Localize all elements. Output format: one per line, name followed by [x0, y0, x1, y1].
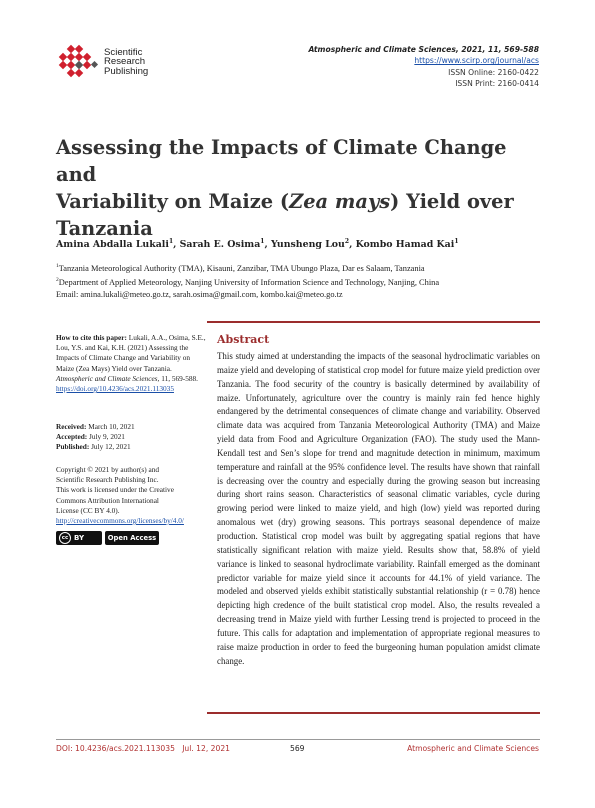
license-line: This work is licensed under the Creative — [56, 485, 174, 495]
published-row — [56, 442, 206, 452]
author-name: Sarah E. Osima — [179, 239, 261, 251]
author-name: Amina Abdalla Lukali — [56, 239, 169, 251]
accepted-row — [56, 432, 206, 442]
cite-text: Lukali, A.A., Osima, S.E., Lou, Y.S. and Kai, K.H. (2021) Assessing the Impacts of Climate Change and Variability on Maize (Zea Mays) Yield over Tanzania. — [56, 333, 206, 373]
cite-volume: 11, 569-588. — [161, 373, 199, 383]
affiliation-1 — [56, 263, 425, 273]
accepted-label: Accepted: — [56, 432, 88, 442]
title-line: Assessing the Impacts of Climate Change and — [56, 136, 507, 186]
received-date: March 10, 2021 — [88, 422, 135, 431]
license-block — [56, 465, 206, 526]
abstract-heading: Abstract — [217, 333, 270, 346]
license-line: License (CC BY 4.0). — [56, 505, 120, 515]
issn-print: ISSN Print: 2160-0414 — [455, 79, 539, 89]
cc-by-badge[interactable] — [56, 531, 102, 545]
affiliation-sup: 1 — [56, 263, 59, 269]
license-link[interactable]: http://creativecommons.org/licenses/by/4.0/ — [56, 516, 184, 526]
author-name: Kombo Hamad Kai — [355, 239, 455, 251]
affiliation-2 — [56, 277, 439, 287]
author-list: Amina Abdalla Lukali$^1$, Sarah E. Osima$^1$, Yunsheng Lou$^2$, Kombo Hamad Kai$^1$ — [56, 238, 459, 251]
copyright-line: Copyright © 2021 by author(s) and — [56, 465, 160, 474]
footer-doi-text: DOI: 10.4236/acs.2021.113035 — [56, 744, 175, 753]
footer-doi — [56, 744, 230, 753]
paper-title — [56, 134, 546, 242]
author-sup: 2 — [344, 238, 350, 245]
doi-link[interactable]: https://doi.org/10.4236/acs.2021.113035 — [56, 384, 174, 394]
author-name: Yunsheng Lou — [271, 239, 345, 251]
logo-line: Publishing — [104, 65, 149, 77]
copyright-line: Scientific Research Publishing Inc. — [56, 475, 159, 485]
issn-online: ISSN Online: 2160-0422 — [448, 67, 539, 77]
publisher-logo-icon — [54, 44, 100, 82]
abstract-body: This study aimed at understanding the impacts of the seasonal hydroclimatic variables on maize yield and developing of statistical crop model for future maize yield prediction over Tanzania. The food security of the country is basically determined by availability of maize. Unfortunately, agriculture over the country is mainly rain fed hence highly endangered by the detrimental consequences of climate change and variability. Observed climate data was acquired from Tanzania Meteorological Authority (TMA) and Maize yield data from Food and Agriculture Organization (FAO). The study used the Mann-Kendall test and Sen’s slope for trend and magnitude detection in minimum, maximum temperature and rainfall at the 95% confidence level. The results have shown that rainfall is decreasing over the country and especially during the growing season but increasing during short rains season. Characteristics of seasonal climatic variables, cycle during growing period were linked to maize yield, and high (low) yield was reported during anomalous wet (dry) growing seasons. This portrays seasonal dependence of maize production. Statistical crop model was built by aggregating spatial regions that have statistically significant relation with maize yield. Results show that, 58.8% of yield variance is linked to seasonal hydroclimate variability. Rainfall emerged as the dominant predictor variable for maize yield since it accounts for 44.1% of yield variance. The modeled and observed yields exhibit statistically substantial relationship (r = 0.78) hence depicting high credence of the built statistical crop model. Also, the results revealed a decreasing trend in Maize yield with further Lessing trend is projected to proceed in the future. This calls for adaptation and implementation of appropriate regional measures to raise maize production in order to feed the burgeoning human population amidst climate change. — [217, 351, 540, 666]
title-text: Variability on Maize ( — [56, 190, 290, 213]
footer-journal: Atmospheric and Climate Sciences — [407, 744, 539, 753]
affiliation-text: Department of Applied Meteorology, Nanjing University of Information Science and Technology, Nanjing, China — [58, 277, 440, 287]
creative-commons-icon: cc — [59, 532, 71, 544]
accepted-date: July 9, 2021 — [89, 432, 125, 442]
citation-block — [56, 333, 206, 394]
dates-block — [56, 422, 206, 453]
open-access-badge[interactable]: Open Access — [105, 531, 159, 545]
title-line — [56, 188, 546, 215]
cc-badge-label: BY — [74, 534, 85, 542]
published-label: Published: — [56, 442, 90, 452]
bottom-divider — [207, 712, 540, 714]
title-line: Tanzania — [56, 217, 153, 240]
affiliation-text: Tanzania Meteorological Authority (TMA), Kisauni, Zanzibar, TMA Ubungo Plaza, Dar es Salaam, Tanzania — [58, 263, 425, 273]
footer-rule — [56, 739, 540, 740]
title-text: ) Yield over — [390, 190, 514, 213]
footer-date: Jul. 12, 2021 — [182, 744, 230, 753]
author-sup: 1 — [454, 238, 459, 245]
publisher-name — [104, 48, 148, 76]
license-line: Commons Attribution International — [56, 495, 159, 505]
cite-label: How to cite this paper: — [56, 333, 127, 342]
received-row — [56, 422, 206, 432]
journal-url-link[interactable]: https://www.scirp.org/journal/acs — [414, 56, 539, 66]
email-line: Email: amina.lukali@meteo.go.tz, sarah.osima@gmail.com, kombo.kai@meteo.go.tz — [56, 290, 343, 299]
journal-info — [308, 44, 539, 90]
page-number: 569 — [290, 744, 305, 753]
published-date: July 12, 2021 — [91, 442, 131, 452]
received-label: Received: — [56, 422, 87, 431]
affiliation-sup: 2 — [56, 277, 59, 283]
logo-line: Scientific — [104, 47, 143, 58]
journal-citation: Atmospheric and Climate Sciences, 2021, 11, 569-588 — [308, 45, 539, 54]
logo-line: Research — [104, 56, 146, 68]
cite-journal: Atmospheric and Climate Sciences, — [56, 373, 160, 383]
author-sup: 1 — [260, 238, 265, 245]
title-species: Zea mays — [289, 190, 391, 213]
top-divider — [207, 321, 540, 323]
author-sup: 1 — [168, 238, 174, 245]
